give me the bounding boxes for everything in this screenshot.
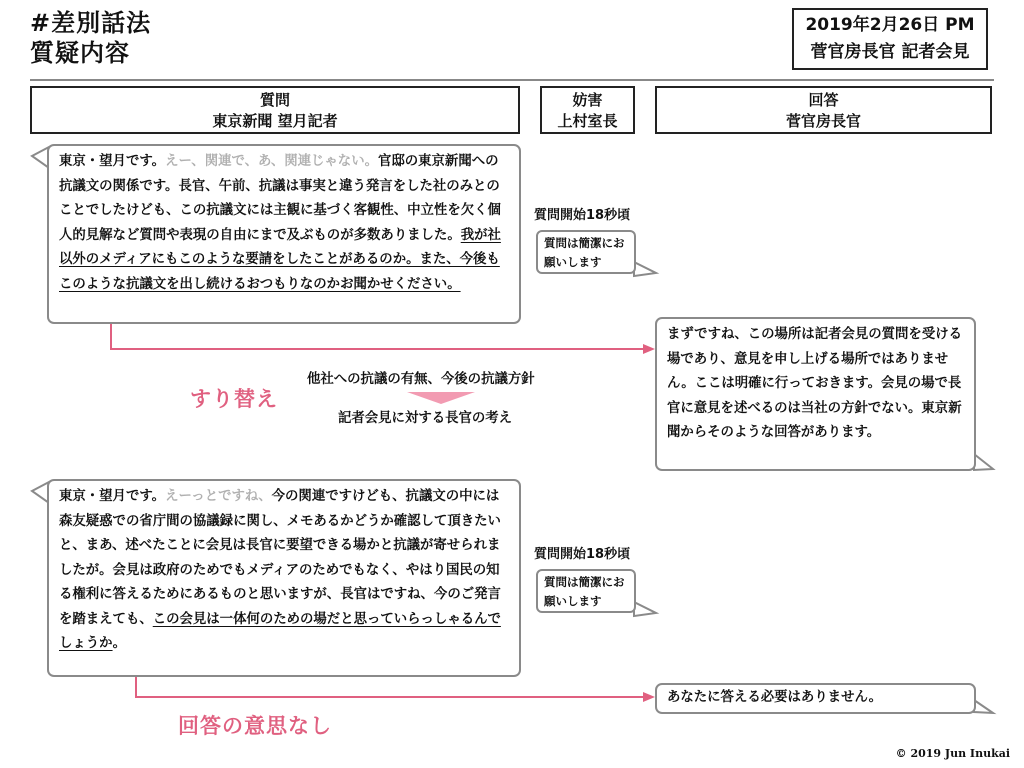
interrupt-label: 妨害 bbox=[572, 91, 603, 109]
shift-to-topic: 記者会見に対する長官の考え bbox=[338, 411, 513, 426]
q2-intro: 東京・望月です。 bbox=[59, 489, 166, 504]
q2-filler: えーっとですね、 bbox=[165, 489, 272, 504]
i1-bubble-tail bbox=[634, 262, 656, 276]
page-subtitle: 質疑内容 bbox=[30, 39, 130, 67]
interrupt-time-2: 質問開始18秒頃 bbox=[534, 547, 631, 562]
question-label: 質問 bbox=[259, 91, 290, 109]
q2-end: 。 bbox=[112, 636, 126, 651]
column-header-answer bbox=[655, 86, 992, 134]
header-divider bbox=[30, 79, 994, 81]
event-text: 菅官房長官 記者会見 bbox=[810, 42, 970, 62]
column-header-question bbox=[30, 86, 520, 134]
interrupt-time-1: 質問開始18秒頃 bbox=[534, 208, 631, 223]
question-bubble-1 bbox=[47, 144, 521, 324]
interrupt-bubble-2: 質問は簡潔にお願いします bbox=[536, 569, 636, 613]
q2-key-question: この会見は一体何のための場だと思っていらっしゃるんでしょうか bbox=[59, 611, 501, 651]
i2-bubble-tail bbox=[634, 602, 656, 616]
interrupt-person: 上村室長 bbox=[557, 112, 618, 130]
answer-arrow-1 bbox=[111, 322, 645, 349]
copyright: © 2019 Jun Inukai bbox=[895, 747, 1010, 760]
shift-label: すり替え bbox=[190, 387, 278, 411]
answer-person: 菅官房長官 bbox=[785, 112, 861, 130]
date-box bbox=[792, 8, 988, 70]
question-person: 東京新聞 望月記者 bbox=[212, 112, 338, 130]
hashtag-title: #差別話法 bbox=[30, 9, 152, 37]
q1-intro: 東京・望月です。 bbox=[59, 154, 166, 169]
column-header-interrupt bbox=[540, 86, 635, 134]
a2-bubble-tail bbox=[974, 700, 993, 713]
answer-arrow-2-head bbox=[643, 692, 655, 702]
answer-bubble-2: あなたに答える必要はありません。 bbox=[655, 683, 976, 714]
answer-bubble-1: まずですね、この場所は記者会見の質問を受ける場であり、意見を申し上げる場所ではありません。ここは明確に行っておきます。会見の場で長官に意見を述べるのは当社の方針でない。東京新聞からそのような回答があります。 bbox=[655, 317, 976, 471]
answer-arrow-1-head bbox=[643, 344, 655, 354]
q1-body: 官邸の東京新聞への抗議文の関係です。長官、午前、抗議は事実と違う発言をした社のみとのことでしたけども、この抗議文には主観に基づく客観性、中立性を欠く個人的見解など質問や表現の自由にまで及ぶものが多数ありました。 bbox=[59, 154, 501, 243]
q2-body: 今の関連ですけども、抗議文の中には森友疑惑での省庁間の協議録に関し、メモあるかどうか確認して頂きたいと、まあ、述べたことに会見は長官に要望できる場かと抗議が寄せられましたが。会見は政府のためでもメディアのためでもなく、やはり国民の知る権利に答えるためにあるものと思いますが、長官はですね、今のご発言を踏まえても、 bbox=[59, 489, 501, 627]
no-answer-label: 回答の意思なし bbox=[178, 714, 332, 738]
interrupt-bubble-1: 質問は簡潔にお願いします bbox=[536, 230, 636, 274]
answer-arrow-2 bbox=[136, 674, 645, 697]
answer-label: 回答 bbox=[808, 91, 839, 109]
a1-bubble-tail bbox=[974, 454, 993, 470]
shift-from-topic: 他社への抗議の有無、今後の抗議方針 bbox=[307, 372, 535, 387]
shift-chevron bbox=[407, 392, 475, 404]
q1-filler: えー、関連で、あ、関連じゃない。 bbox=[165, 154, 378, 169]
date-text: 2019年2月26日 PM bbox=[805, 15, 975, 35]
q1-key-question: 我が社以外のメディアにもこのような要請をしたことがあるのか。また、今後もこのような抗議文を出し続けるおつもりなのかお聞かせください。 bbox=[59, 227, 501, 292]
question-bubble-2 bbox=[47, 479, 521, 677]
